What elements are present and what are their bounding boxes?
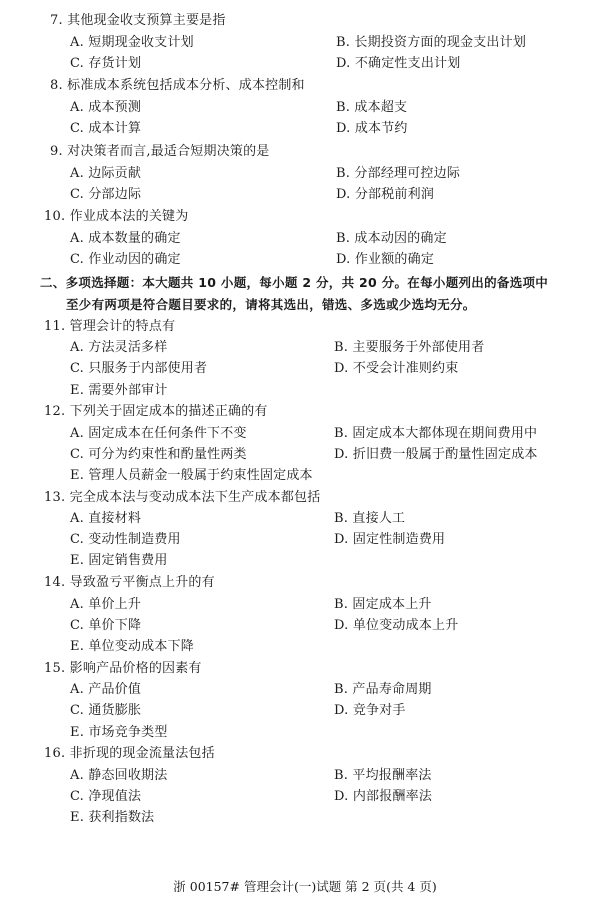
q16-option-a: A. 静态回收期法 (70, 768, 168, 783)
question-15-stem (44, 661, 202, 677)
question-number: 11. (44, 319, 66, 334)
q12-option-e: E. 管理人员薪金一般属于约束性固定成本 (70, 468, 313, 483)
q13-option-c: C. 变动性制造费用 (70, 532, 181, 547)
q9-option-d: D. 分部税前利润 (336, 187, 435, 202)
q14-option-d: D. 单位变动成本上升 (334, 618, 459, 633)
question-number: 15. (44, 661, 66, 676)
q7-option-d: D. 不确定性支出计划 (336, 56, 461, 71)
question-12-stem (44, 404, 268, 420)
q11-option-b: B. 主要服务于外部使用者 (334, 340, 485, 355)
q11-option-d: D. 不受会计准则约束 (334, 361, 459, 376)
question-text: 标准成本系统包括成本分析、成本控制和 (67, 78, 305, 93)
question-number: 9. (50, 144, 63, 159)
question-text: 非折现的现金流量法包括 (69, 746, 215, 761)
q12-option-b: B. 固定成本大都体现在期间费用中 (334, 426, 538, 441)
q15-option-b: B. 产品寿命周期 (334, 682, 432, 697)
q16-option-e: E. 获利指数法 (70, 810, 155, 825)
q13-option-e: E. 固定销售费用 (70, 553, 168, 568)
q8-option-a: A. 成本预测 (70, 100, 142, 115)
question-7-stem (50, 13, 226, 29)
q8-option-d: D. 成本节约 (336, 121, 408, 136)
q10-option-c: C. 作业动因的确定 (70, 252, 181, 267)
question-14-stem (44, 575, 215, 591)
q10-option-d: D. 作业额的确定 (336, 252, 435, 267)
q7-option-a: A. 短期现金收支计划 (70, 35, 194, 50)
question-text: 其他现金收支预算主要是指 (67, 13, 226, 28)
question-text: 作业成本法的关键为 (69, 209, 189, 224)
q11-option-c: C. 只服务于内部使用者 (70, 361, 208, 376)
question-number: 14. (44, 575, 66, 590)
q14-option-e: E. 单位变动成本下降 (70, 639, 194, 654)
question-9-stem (50, 144, 270, 160)
q8-option-c: C. 成本计算 (70, 121, 142, 136)
q7-option-c: C. 存货计划 (70, 56, 142, 71)
q14-option-c: C. 单价下降 (70, 618, 142, 633)
question-8-stem (50, 78, 305, 94)
question-number: 13. (44, 490, 66, 505)
q12-option-a: A. 固定成本在任何条件下不变 (70, 426, 247, 441)
q13-option-d: D. 固定性制造费用 (334, 532, 446, 547)
question-text: 下列关于固定成本的描述正确的有 (69, 404, 268, 419)
question-text: 影响产品价格的因素有 (69, 661, 202, 676)
q13-option-a: A. 直接材料 (70, 511, 142, 526)
question-number: 12. (44, 404, 66, 419)
question-text: 管理会计的特点有 (69, 319, 176, 334)
q7-option-b: B. 长期投资方面的现金支出计划 (336, 35, 527, 50)
question-number: 16. (44, 746, 66, 761)
section-2-heading: 二、多项选择题：本大题共 10 小题，每小题 2 分，共 20 分。在每小题列出的备选项中 (40, 275, 549, 290)
question-11-stem (44, 319, 175, 335)
question-16-stem (44, 746, 215, 762)
q11-option-e: E. 需要外部审计 (70, 383, 168, 398)
q15-option-e: E. 市场竞争类型 (70, 725, 168, 740)
page-footer: 浙 00157# 管理会计(一)试题 第 2 页(共 4 页) (173, 879, 437, 894)
q10-option-a: A. 成本数量的确定 (70, 231, 181, 246)
q12-option-c: C. 可分为约束性和酌量性两类 (70, 447, 247, 462)
question-10-stem (44, 209, 188, 225)
question-number: 7. (50, 13, 63, 28)
q14-option-b: B. 固定成本上升 (334, 597, 432, 612)
q12-option-d: D. 折旧费一般属于酌量性固定成本 (334, 447, 538, 462)
q11-option-a: A. 方法灵活多样 (70, 340, 168, 355)
question-number: 8. (50, 78, 63, 93)
question-text: 对决策者而言,最适合短期决策的是 (67, 144, 270, 159)
q15-option-c: C. 通货膨胀 (70, 703, 142, 718)
q14-option-a: A. 单价上升 (70, 597, 142, 612)
question-13-stem (44, 490, 320, 506)
section-2-instructions: 至少有两项是符合题目要求的，请将其选出，错选、多选或少选均无分。 (66, 297, 476, 312)
q9-option-a: A. 边际贡献 (70, 166, 142, 181)
question-text: 导致盈亏平衡点上升的有 (69, 575, 215, 590)
question-text: 完全成本法与变动成本法下生产成本都包括 (69, 490, 321, 505)
q10-option-b: B. 成本动因的确定 (336, 231, 447, 246)
q16-option-b: B. 平均报酬率法 (334, 768, 432, 783)
q16-option-c: C. 净现值法 (70, 789, 142, 804)
q8-option-b: B. 成本超支 (336, 100, 408, 115)
question-number: 10. (44, 209, 66, 224)
q9-option-c: C. 分部边际 (70, 187, 142, 202)
q13-option-b: B. 直接人工 (334, 511, 406, 526)
q16-option-d: D. 内部报酬率法 (334, 789, 433, 804)
q15-option-a: A. 产品价值 (70, 682, 142, 697)
q15-option-d: D. 竞争对手 (334, 703, 406, 718)
q9-option-b: B. 分部经理可控边际 (336, 166, 461, 181)
